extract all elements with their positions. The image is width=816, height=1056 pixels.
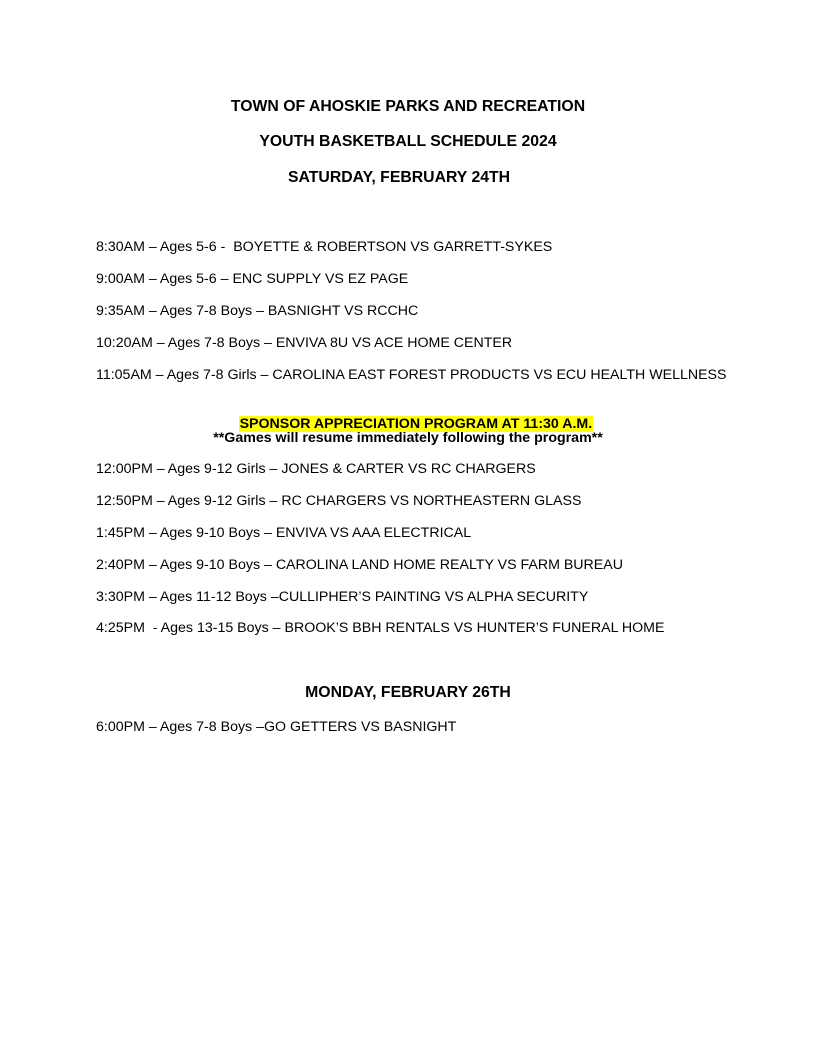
game-line: 10:20AM – Ages 7-8 Boys – ENVIVA 8U VS ACE HOME CENTER <box>96 335 513 351</box>
game-line: 11:05AM – Ages 7-8 Girls – CAROLINA EAST FOREST PRODUCTS VS ECU HEALTH WELLNESS <box>96 367 727 383</box>
resume-note: **Games will resume immediately following the program** <box>213 430 603 446</box>
schedule-title: YOUTH BASKETBALL SCHEDULE 2024 <box>259 133 557 150</box>
sponsor-notice: SPONSOR APPRECIATION PROGRAM AT 11:30 A.M. <box>239 416 593 432</box>
game-line: 2:40PM – Ages 9-10 Boys – CAROLINA LAND HOME REALTY VS FARM BUREAU <box>96 557 623 573</box>
game-line: 8:30AM – Ages 5-6 - BOYETTE & ROBERTSON VS GARRETT-SYKES <box>96 239 553 255</box>
day2-title: MONDAY, FEBRUARY 26TH <box>305 684 511 701</box>
game-line: 12:50PM – Ages 9-12 Girls – RC CHARGERS VS NORTHEASTERN GLASS <box>96 493 582 509</box>
game-line: 9:35AM – Ages 7-8 Boys – BASNIGHT VS RCCHC <box>96 303 419 319</box>
game-line: 4:25PM - Ages 13-15 Boys – BROOK’S BBH RENTALS VS HUNTER’S FUNERAL HOME <box>96 620 665 636</box>
game-line: 3:30PM – Ages 11-12 Boys –CULLIPHER’S PAINTING VS ALPHA SECURITY <box>96 589 589 605</box>
day1-title: SATURDAY, FEBRUARY 24TH <box>288 169 511 186</box>
game-line: 6:00PM – Ages 7-8 Boys –GO GETTERS VS BASNIGHT <box>96 719 457 735</box>
game-line: 1:45PM – Ages 9-10 Boys – ENVIVA VS AAA ELECTRICAL <box>96 525 472 541</box>
game-line: 9:00AM – Ages 5-6 – ENC SUPPLY VS EZ PAGE <box>96 271 409 287</box>
org-title: TOWN OF AHOSKIE PARKS AND RECREATION <box>230 98 586 115</box>
game-line: 12:00PM – Ages 9-12 Girls – JONES & CARTER VS RC CHARGERS <box>96 461 536 477</box>
